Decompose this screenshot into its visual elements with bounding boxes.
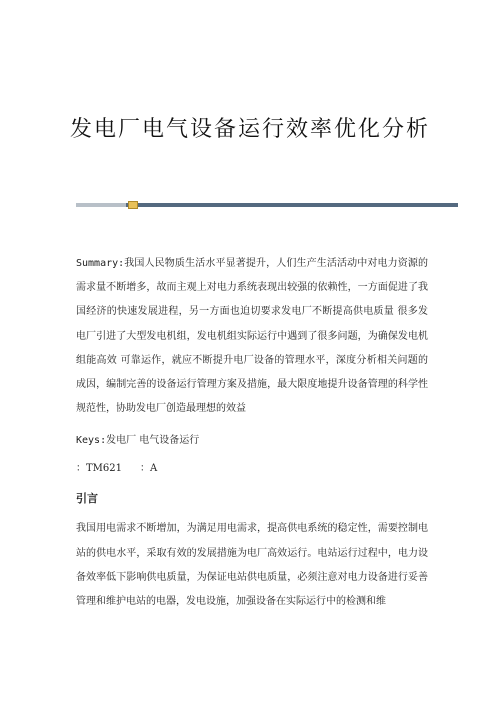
intro-heading: 引言 [76,492,98,506]
summary-text: 我国人民物质生活水平显著提升，人们生产生活活动中对电力资源的需求量不断增多，故而主观上对电力系统表现出较强的依赖性，一方面促进了我国经济的快速发展进程，另一方面也迫切要求发电厂不断提高供电质量 很多发电厂引进了大型发电机组，发电机组实际运行中遇到了很多问题，为确保发电机组能高效 可靠运作，就应不断提升电厂设备的管理水平，深度分析相关问题的成因，编制完善的设备运行管理方案及措施，最大限度地提升设备管理的科学性 规范性，协助发电厂创造最理想的效益 [76,258,428,415]
summary-paragraph [76,252,428,421]
classification-line [76,461,428,477]
summary-label: Summary: [76,258,125,269]
divider-bar-main [126,203,458,207]
keywords-label: Keys: [76,435,107,447]
intro-paragraph: 我国用电需求不断增加，为满足用电需求，提高供电系统的稳定性，需要控制电站的供电水平，采取有效的发展措施为电厂高效运行。电站运行过程中，电力设备效率低下影响供电质量，为保证电站供电质量，必须注意对电力设备进行妥善管理和维护电站的电器，发电设施，加强设备在实际运行中的检测和维 [76,523,428,608]
document-body [76,252,428,614]
book-icon [128,201,138,209]
keywords-text: 发电厂 电气设备运行 [106,435,200,447]
title-divider [76,201,458,209]
clc-number: ：TM621 [76,463,122,475]
document-code: ：A [140,463,158,475]
keywords-line [76,433,428,449]
page-title: 发电厂电气设备运行效率优化分析 [69,117,430,142]
divider-bar-left [76,203,126,207]
